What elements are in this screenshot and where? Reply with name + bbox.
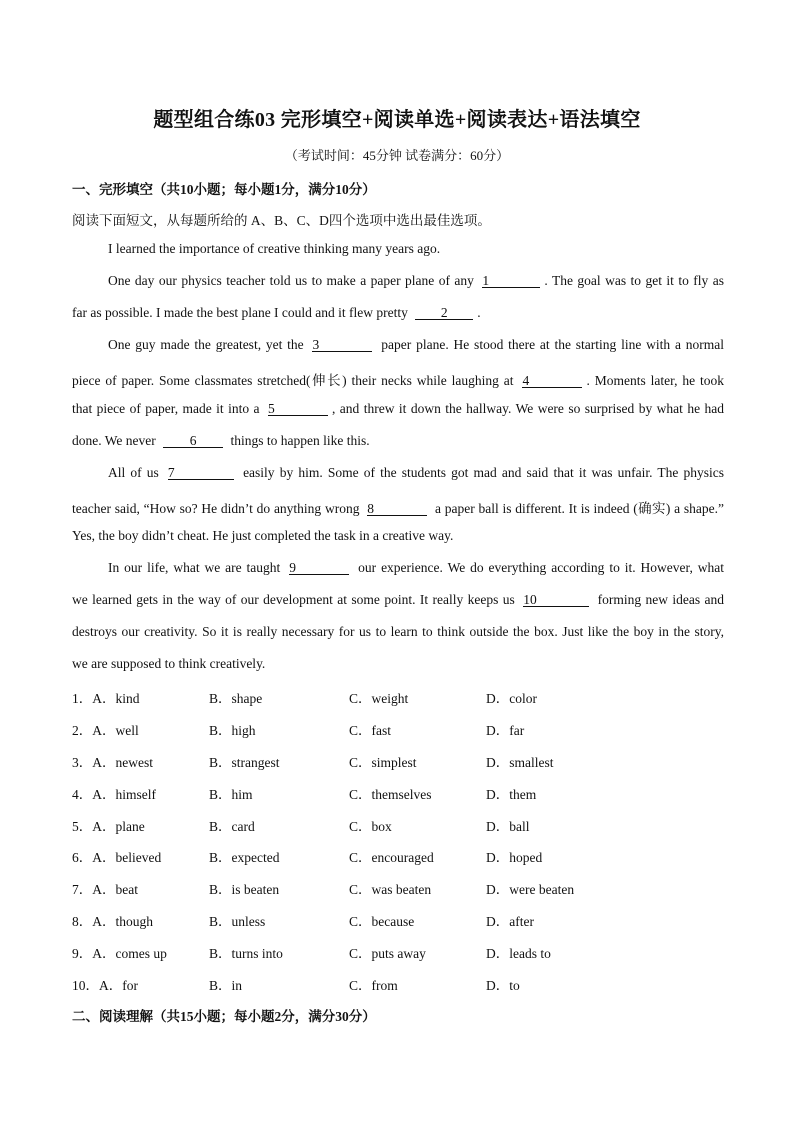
passage-line — [108, 337, 724, 353]
option-b: B．strangest — [209, 755, 280, 770]
passage-text: . Moments later, he took — [586, 373, 724, 388]
passage-text: All of us — [108, 465, 159, 480]
exam-info: （考试时间：45分钟 试卷满分：60分） — [284, 148, 510, 163]
passage-line: I learned the importance of creative thinking many years ago. — [108, 241, 441, 256]
option-a: 9．A．comes up — [72, 946, 167, 961]
blank-4: 4 — [522, 374, 582, 388]
passage-text: teacher said, “How so? He didn’t do anything wrong — [72, 501, 360, 516]
option-a: 7．A．beat — [72, 882, 138, 897]
blank-3: 3 — [312, 338, 372, 352]
passage-line: destroys our creativity. So it is really necessary for us to learn to think outside the box. Just like the boy in the story, — [72, 624, 724, 639]
passage-text: , and threw it down the hallway. We were so surprised by what he had — [331, 401, 724, 416]
section1-heading: 一、完形填空（共10小题；每小题1分，满分10分） — [72, 182, 376, 197]
passage-text: forming new ideas and — [597, 592, 725, 607]
option-d: D．to — [486, 978, 520, 993]
passage-text: that piece of paper, made it into a — [72, 401, 260, 416]
passage-line — [72, 305, 724, 321]
option-b: B．is beaten — [209, 882, 280, 897]
option-b: B．unless — [209, 914, 266, 929]
passage-text: In our life, what we are taught — [108, 560, 281, 575]
section1-instruction: 阅读下面短文，从每题所给的 A、B、C、D四个选项中选出最佳选项。 — [72, 213, 491, 228]
passage-text: One day our physics teacher told us to make a paper plane of any — [108, 273, 474, 288]
option-d: D．color — [486, 691, 537, 706]
section2-heading: 二、阅读理解（共15小题；每小题2分，满分30分） — [72, 1009, 376, 1024]
option-c: C．box — [349, 819, 392, 834]
blank-9: 9 — [289, 561, 349, 575]
option-d: D．ball — [486, 819, 530, 834]
option-d: D．hoped — [486, 850, 543, 865]
option-a: 3．A．newest — [72, 755, 153, 770]
passage-line — [72, 433, 724, 449]
passage-text: done. We never — [72, 433, 156, 448]
passage-text: . — [477, 305, 481, 320]
blank-5: 5 — [268, 402, 328, 416]
option-d: D．leads to — [486, 946, 551, 961]
option-a: 10．A．for — [72, 978, 138, 993]
option-c: C．fast — [349, 723, 391, 738]
option-c: C．because — [349, 914, 415, 929]
passage-text: easily by him. Some of the students got mad and said that it was unfair. The physics — [243, 465, 724, 480]
option-a: 1．A．kind — [72, 691, 140, 706]
option-a: 4．A．himself — [72, 787, 156, 802]
passage-text: . The goal was to get it to fly as — [544, 273, 724, 288]
passage-text: our experience. We do everything according to it. However, what — [358, 560, 725, 575]
blank-8: 8 — [367, 502, 427, 516]
option-c: C．puts away — [349, 946, 426, 961]
option-a: 5．A．plane — [72, 819, 145, 834]
passage-text: a paper ball is different. It is indeed (确实) a shape.” — [435, 501, 725, 516]
option-c: C．from — [349, 978, 398, 993]
option-d: D．smallest — [486, 755, 554, 770]
passage-text: piece of paper. Some classmates stretched(伸长) their necks while laughing at — [72, 373, 514, 388]
option-b: B．shape — [209, 691, 263, 706]
passage-text: things to happen like this. — [230, 433, 370, 448]
passage-text: paper plane. He stood there at the starting line with a normal — [381, 337, 724, 352]
passage-line — [72, 592, 724, 608]
passage-line — [72, 369, 724, 389]
option-c: C．encouraged — [349, 850, 434, 865]
option-d: D．were beaten — [486, 882, 575, 897]
option-d: D．after — [486, 914, 534, 929]
option-a: 8．A．though — [72, 914, 153, 929]
option-c: C．simplest — [349, 755, 417, 770]
option-c: C．themselves — [349, 787, 432, 802]
option-b: B．in — [209, 978, 243, 993]
option-a: 2．A．well — [72, 723, 139, 738]
passage-line — [72, 497, 724, 517]
option-d: D．far — [486, 723, 525, 738]
passage-line — [108, 560, 724, 576]
option-a: 6．A．believed — [72, 850, 162, 865]
passage-line — [72, 401, 724, 417]
passage-line — [108, 273, 724, 289]
blank-1: 1 — [482, 274, 540, 288]
passage-text: One guy made the greatest, yet the — [108, 337, 304, 352]
option-c: C．was beaten — [349, 882, 432, 897]
passage-line — [108, 465, 724, 481]
option-b: B．turns into — [209, 946, 283, 961]
option-b: B．card — [209, 819, 255, 834]
passage-text: we learned gets in the way of our development at some point. It really keeps us — [72, 592, 515, 607]
page-title: 题型组合练03 完形填空+阅读单选+阅读表达+语法填空 — [153, 109, 641, 131]
blank-10: 10 — [523, 593, 589, 607]
blank-2: 2 — [415, 306, 473, 320]
option-c: C．weight — [349, 691, 409, 706]
passage-line: we are supposed to think creatively. — [72, 656, 266, 671]
blank-6: 6 — [163, 434, 223, 448]
option-b: B．him — [209, 787, 253, 802]
option-b: B．high — [209, 723, 256, 738]
passage-line: Yes, the boy didn’t cheat. He just completed the task in a creative way. — [72, 528, 454, 543]
option-d: D．them — [486, 787, 537, 802]
blank-7: 7 — [168, 466, 234, 480]
option-b: B．expected — [209, 850, 280, 865]
passage-text: far as possible. I made the best plane I could and it flew pretty — [72, 305, 408, 320]
